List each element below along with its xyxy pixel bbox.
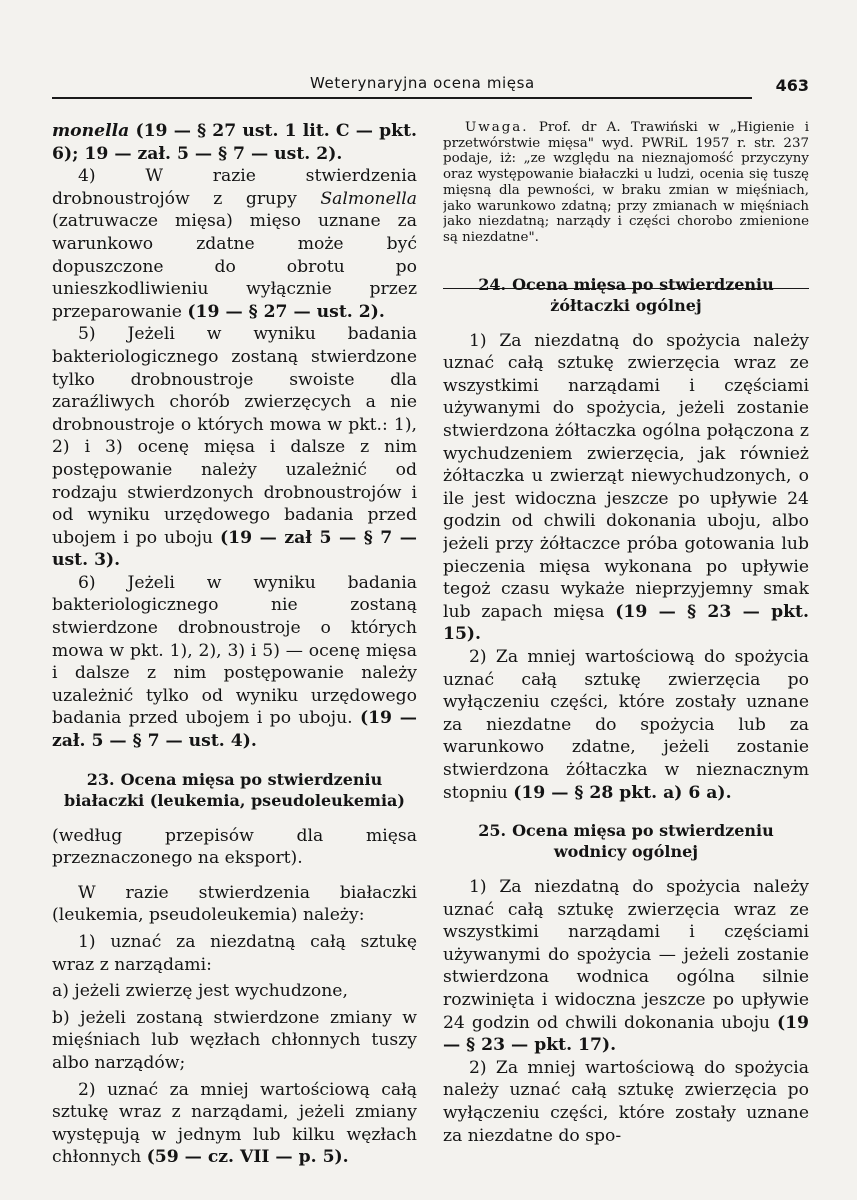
paragraph-text: 4) W razie stwierdzenia drobnoustrojów z grupy <box>52 166 417 209</box>
header-rule <box>52 97 752 99</box>
paragraph-5 <box>52 323 417 572</box>
section-number: 23. <box>86 769 115 789</box>
paragraph-text: (zatruwacze mięsa) mięso uznane za warunkowo zdatne może być dopuszczone do obrotu po unieszkodliwieniu wyłącznie przez przeparowanie <box>52 211 417 322</box>
section-number: 24. <box>478 274 507 294</box>
running-header <box>52 68 811 100</box>
paragraph-4 <box>52 165 417 323</box>
citation: (19 — § 23 — pkt. 15). <box>443 601 809 645</box>
page-number: 463 <box>775 76 809 95</box>
paragraph-intro: W razie stwierdzenia białaczki (leukemia, pseudoleukemia) należy: <box>52 882 417 926</box>
section-heading-25 <box>443 820 809 862</box>
citation: (19 — § 27 ust. 1 lit. C — pkt. 6); 19 — zał. 5 — § 7 — ust. 2). <box>52 121 417 164</box>
section-title: Ocena mięsa po stwierdzeniu wodnicy ogólnej <box>512 821 774 862</box>
paragraph-25-1 <box>443 876 809 1057</box>
section-heading-23 <box>52 769 417 811</box>
note-label: Uwaga. <box>465 120 529 135</box>
citation: (19 — zał. 5 — § 7 — ust. 4). <box>52 708 417 752</box>
paragraph-24-1 <box>443 330 809 646</box>
paragraph-note-export: (według przepisów dla mięsa przeznaczonego na eksport). <box>52 825 417 869</box>
running-title: Weterynaryjna ocena mięsa <box>310 74 535 92</box>
note-text: Prof. dr A. Trawiński w „Higienie i przetwórstwie mięsa" wyd. PWRiL 1957 r. str. 237 podaje, iż: „ze względu na nieznajomość przyczyny oraz występowanie białaczki u ludzi, ocenia się tuszę mięsną dla pewności, w braku zmian w mięśniach, jako warunkowo zdatną; przy zmianach w mięśniach jako niezdatną; narządy i części chorobo zmienione są niezdatne". <box>443 120 809 245</box>
paragraph-continuation <box>52 120 417 165</box>
left-column <box>52 120 417 1200</box>
section-number: 25. <box>478 821 507 841</box>
section-title: Ocena mięsa po stwierdzeniu żółtaczki ogólnej <box>512 274 774 315</box>
paragraph-text: 5) Jeżeli w wyniku badania bakteriologicznego zostaną stwierdzone tylko drobnoustroje swoiste dla zaraźliwych chorób zwierzęcych a nie drobnoustroje o których mowa w pkt.: 1), 2) i 3) ocenę mięsa i dalsze z nim postępowanie należy uzależnić od rodzaju stwierdzonych drobnoustrojów i od wyniku urzędowego badania przed ubojem i po uboju <box>52 324 417 548</box>
paragraph-text: 2) uznać za mniej wartościową całą sztukę wraz z narządami, jeżeli zmiany występują w jednym lub kilku węzłach chłonnych <box>52 1079 417 1168</box>
paragraph-text: 1) Za niezdatną do spożycia należy uznać całą sztukę zwierzęcia wraz ze wszystkimi narządami i częściami używanymi do spożycia — jeżeli zostanie stwierdzona wodnica ogólna silnie rozwinięta i widoczna jeszcze po upływie 24 godzin od chwili dokonania uboju <box>443 877 809 1033</box>
italic-text: monella <box>52 121 130 141</box>
paragraph-item-2 <box>52 1079 417 1169</box>
citation: (19 — § 27 — ust. 2). <box>187 301 385 322</box>
paragraph-text: 6) Jeżeli w wyniku badania bakteriologicznego nie zostaną stwierdzone drobnoustroje o których mowa w pkt. 1), 2), 3) i 5) — ocenę mięsa i dalsze z nim postępowanie należy uzależnić tylko od wyniku urzędowego badania przed ubojem i po uboju. <box>52 572 417 729</box>
citation: (19 — zał 5 — § 7 — ust. 3). <box>52 527 417 571</box>
citation: (59 — cz. VII — p. 5). <box>146 1147 349 1168</box>
paragraph-text: 2) Za mniej wartościową do spożycia uznać całą sztukę zwierzęcia po wyłączeniu części, które zostały uznane za niezdatne do spożycia lub za warunkowo zdatne, jeżeli zostanie stwierdzona żółtaczka w nieznacznym stopniu <box>443 646 809 803</box>
right-column <box>443 120 809 1200</box>
italic-text: Salmonella <box>320 188 417 209</box>
paragraph-25-2: 2) Za mniej wartościową do spożycia należy uznać całą sztukę zwierzęcia po wyłączeniu części, które zostały uznane za niezdatne do spo- <box>443 1057 809 1146</box>
citation: (19 — § 23 — pkt. 17). <box>443 1012 809 1056</box>
paragraph-item-a: a) jeżeli zwierzę jest wychudzone, <box>52 981 348 1002</box>
paragraph-text: 1) Za niezdatną do spożycia należy uznać całą sztukę zwierzęcia wraz ze wszystkimi narządami i częściami używanymi do spożycia, jeżeli zostanie stwierdzona żółtaczka ogólna połączona z wychudzeniem zwierzęcia, jak również żółtaczka u zwierząt niewychudzonych, o ile jest widoczna jeszcze po upływie 24 godzin od chwili dokonania uboju, albo jeżeli przy żółtaczce próba gotowania lub pieczenia mięsa wykonana po upływie tegoż czasu wykaże nieprzyjemny smak lub zapach mięsa <box>443 330 809 622</box>
section-heading-24 <box>443 274 809 316</box>
paragraph-6 <box>52 572 417 753</box>
paragraph-item-1: 1) uznać za niezdatną całą sztukę wraz z narządami: <box>52 932 417 975</box>
paragraph-item-b: b) jeżeli zostaną stwierdzone zmiany w mięśniach lub węzłach chłonnych tuszy albo narządów; <box>52 1007 417 1073</box>
footnote-uwaga <box>443 120 809 246</box>
paragraph-24-2 <box>443 646 809 804</box>
section-title: Ocena mięsa po stwierdzeniu białaczki (leukemia, pseudoleukemia) <box>64 769 405 810</box>
citation: (19 — § 28 pkt. a) 6 a). <box>513 782 732 803</box>
